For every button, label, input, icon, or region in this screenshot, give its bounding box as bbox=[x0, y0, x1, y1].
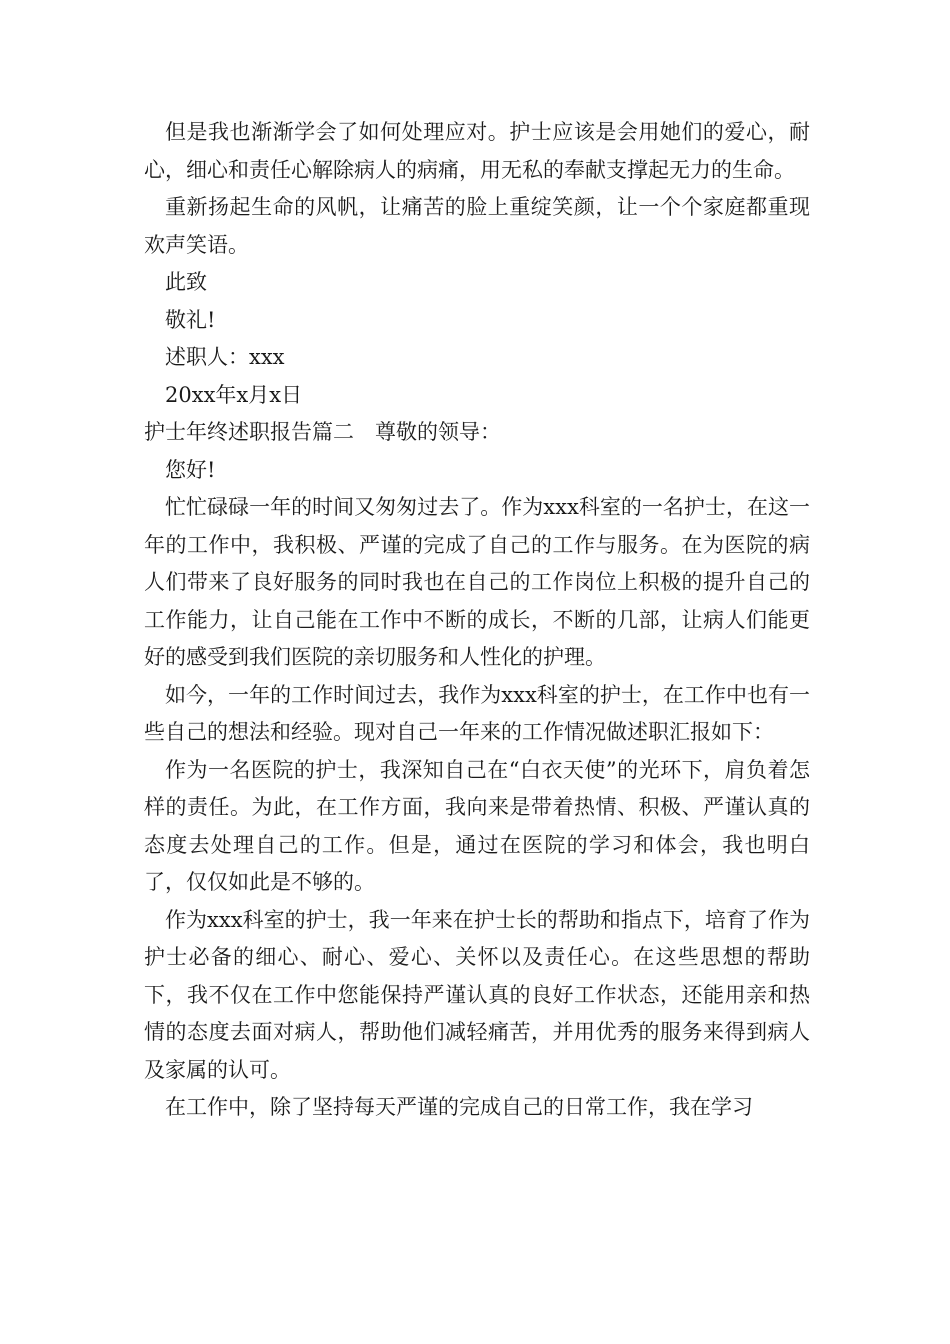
paragraph-1: 但是我也渐渐学会了如何处理应对。护士应该是会用她们的爱心，耐心，细心和责任心解除病人的病痛，用无私的奉献支撑起无力的生命。 bbox=[144, 120, 810, 182]
paragraph-3: 忙忙碌碌一年的时间又匆匆过去了。作为xxx科室的一名护士，在这一年的工作中，我积极、严谨的完成了自己的工作与服务。在为医院的病人们带来了良好服务的同时我也在自己的工作岗位上积极的提升自己的工作能力，让自己能在工作中不断的成长，不断的几部，让病人们能更好的感受到我们医院的亲切服务和人性化的护理。 bbox=[144, 495, 810, 669]
signature-reporter: 述职人：xxx bbox=[165, 345, 285, 369]
paragraph-5: 作为一名医院的护士，我深知自己在“白衣天使”的光环下，肩负着怎样的责任。为此，在工作方面，我向来是带着热情、积极、严谨认真的态度去处理自己的工作。但是，通过在医院的学习和体会，我也明白了，仅仅如此是不够的。 bbox=[144, 757, 810, 894]
paragraph-4: 如今，一年的工作时间过去，我作为xxx科室的护士，在工作中也有一些自己的想法和经验。现对自己一年来的工作情况做述职汇报如下： bbox=[144, 682, 810, 744]
greeting: 您好! bbox=[165, 457, 216, 482]
signature-date: 20xx年x月x日 bbox=[165, 382, 303, 407]
document-page bbox=[144, 114, 810, 1127]
salutation-ci-zhi: 此致 bbox=[165, 270, 207, 294]
paragraph-6: 作为xxx科室的护士，我一年来在护士长的帮助和指点下，培育了作为护士必备的细心、耐心、爱心、关怀以及责任心。在这些思想的帮助下，我不仅在工作中您能保持严谨认真的良好工作状态，还能用亲和热情的态度去面对病人，帮助他们减轻痛苦，并用优秀的服务来得到病人及家属的认可。 bbox=[144, 907, 810, 1082]
salutation-jing-li: 敬礼! bbox=[165, 307, 216, 332]
section-title: 护士年终述职报告篇二 尊敬的领导： bbox=[144, 420, 501, 444]
paragraph-7: 在工作中，除了坚持每天严谨的完成自己的日常工作，我在学习 bbox=[165, 1095, 753, 1119]
paragraph-2: 重新扬起生命的风帆，让痛苦的脸上重绽笑颜，让一个个家庭都重现欢声笑语。 bbox=[144, 195, 810, 257]
